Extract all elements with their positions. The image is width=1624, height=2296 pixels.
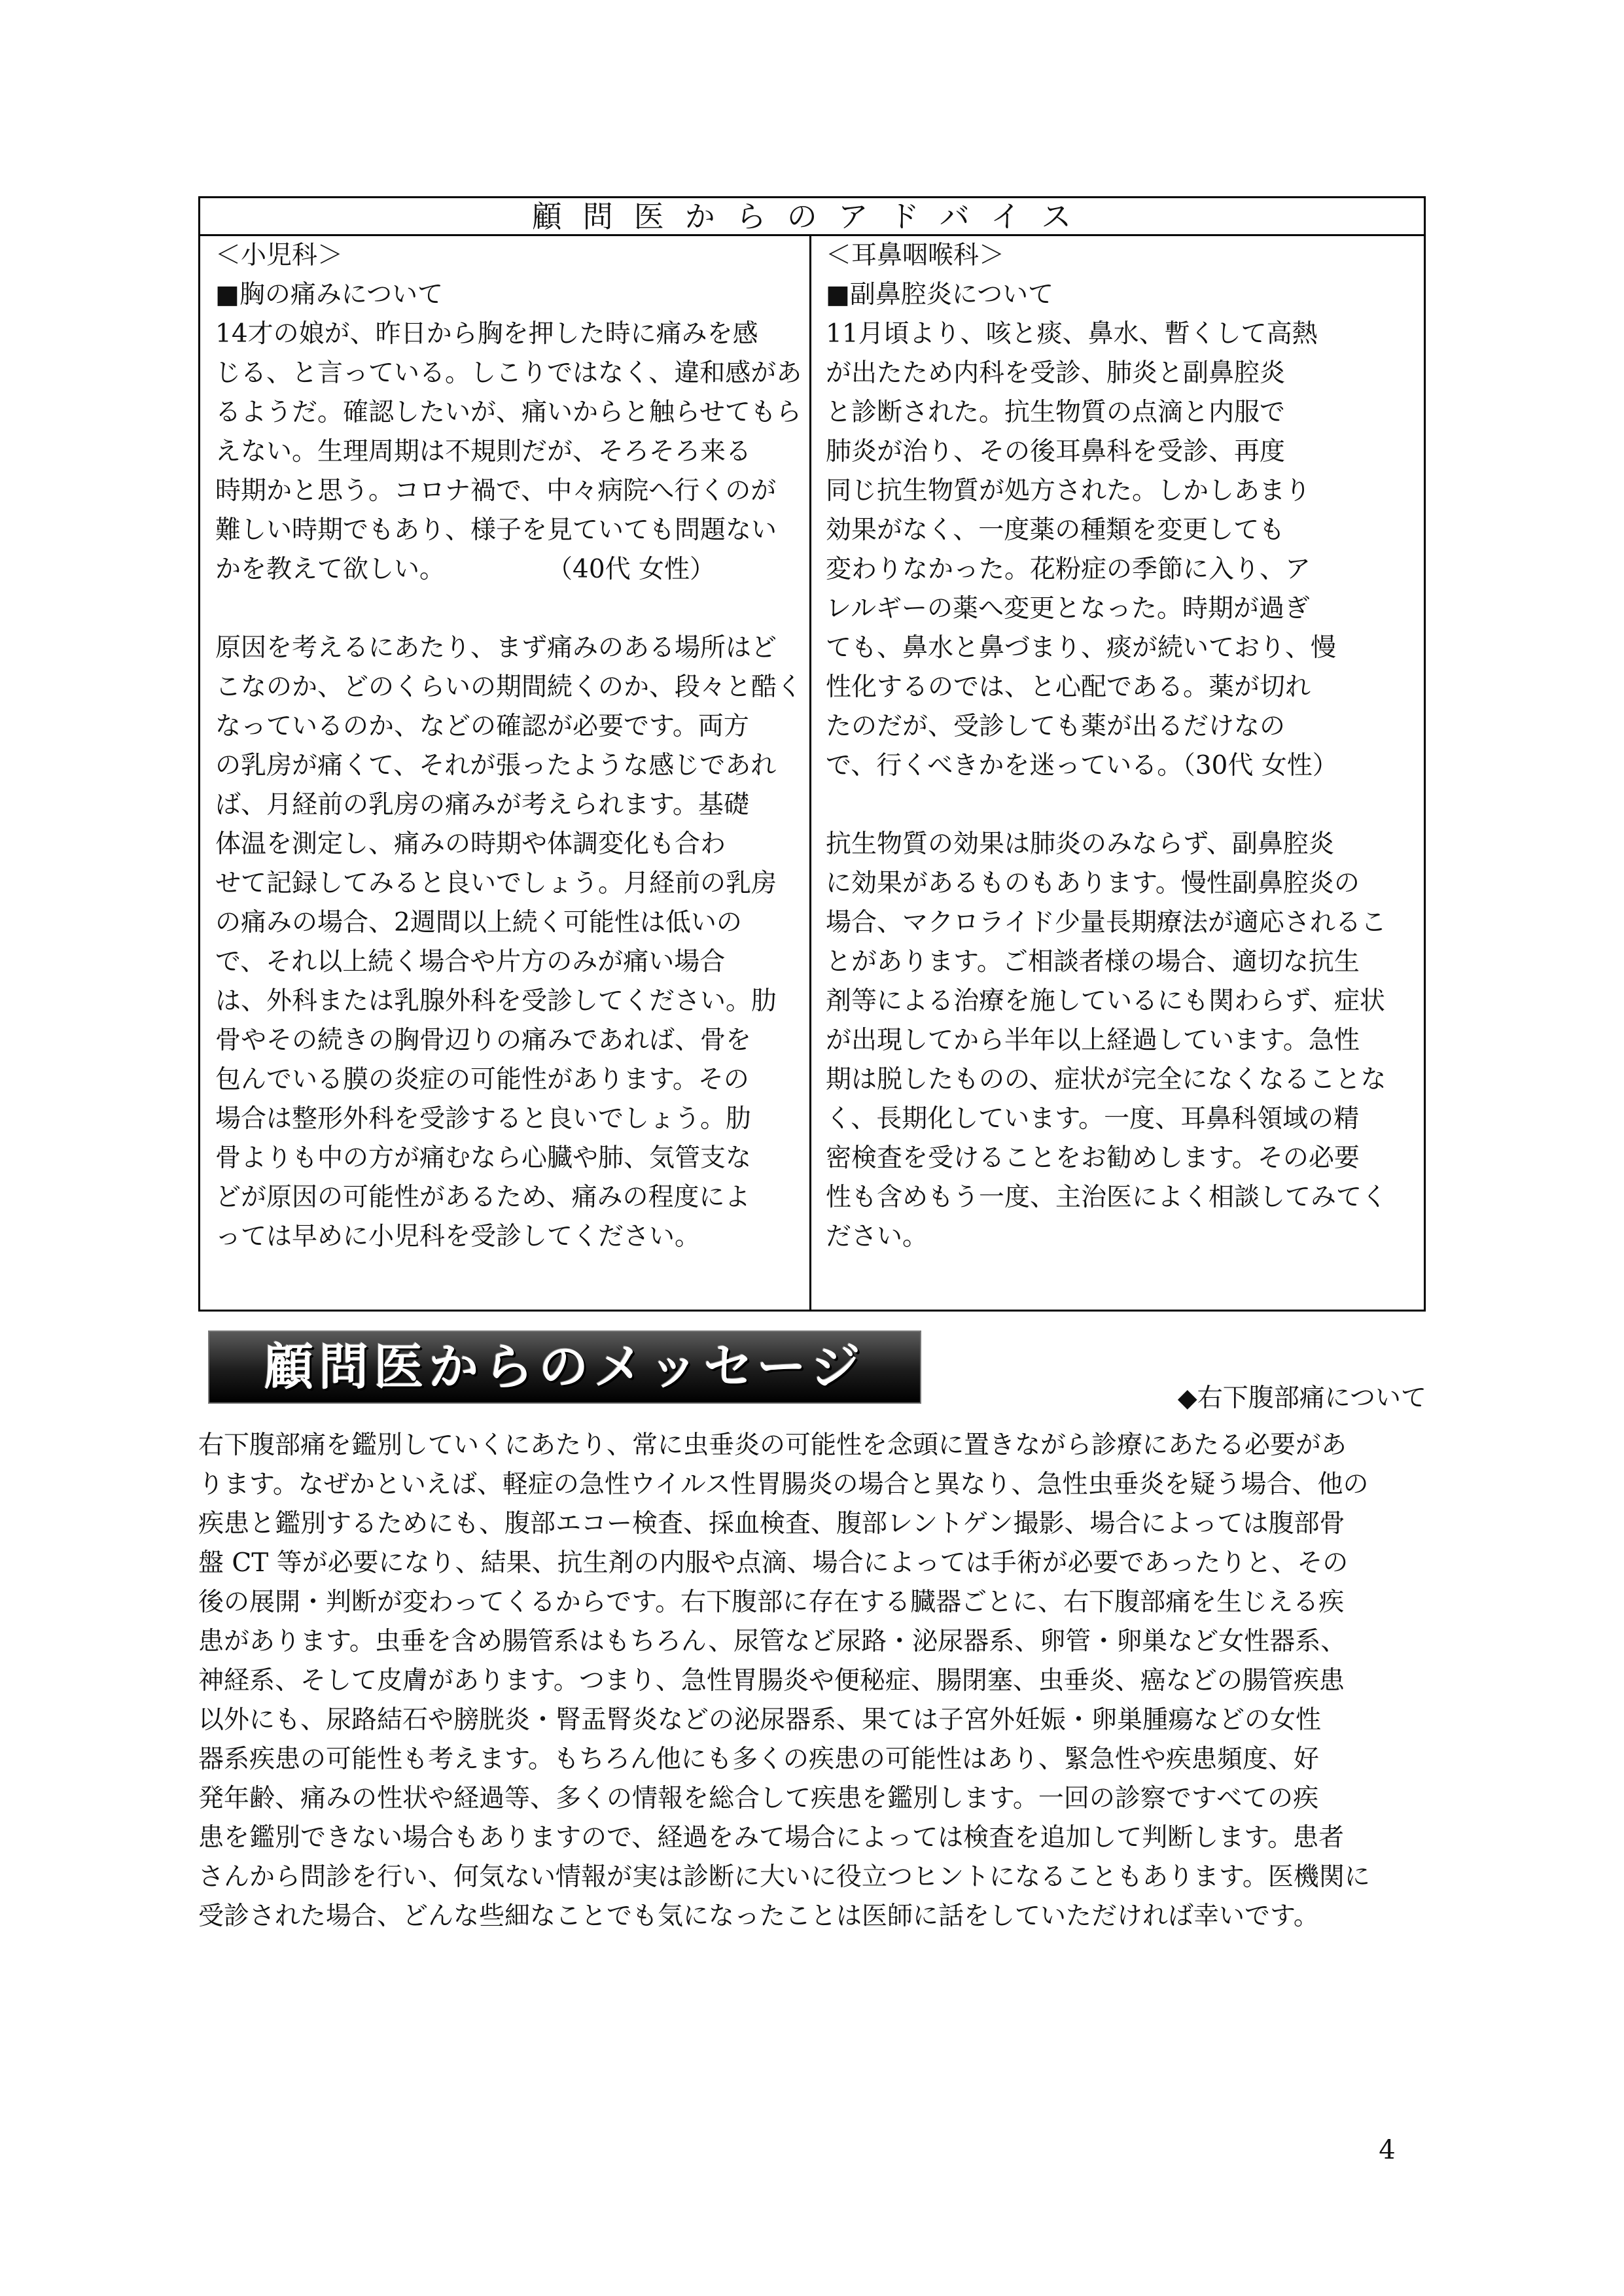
text-line: 同じ抗生物質が処方された。しかしあまり [826, 476, 1311, 506]
column-divider [809, 236, 811, 1310]
text-line: 体温を測定し、痛みの時期や体調変化も合わ [215, 829, 726, 859]
text-line: 場合は整形外科を受診すると良いでしょう。肋 [215, 1104, 752, 1134]
text-line: なっているのか、などの確認が必要です。両方 [215, 712, 749, 741]
text-line: は、外科または乳腺外科を受診してください。肋 [215, 986, 777, 1016]
text-line: 右下腹部痛を鑑別していくにあたり、常に虫垂炎の可能性を念頭に置きながら診療にあたる必要があ [198, 1431, 1347, 1460]
text-line: じる、と言っている。しこりではなく、違和感があ [215, 358, 802, 388]
text-line: 原因を考えるにあたり、まず痛みのある場所はど [215, 633, 777, 663]
question-text [215, 315, 802, 589]
department-label: ＜小児科＞ [215, 241, 344, 270]
message-body [198, 1426, 1428, 1936]
text-line: たのだが、受診しても薬が出るだけなの [826, 712, 1286, 741]
advice-table-header: 顧問医からのアドバイス [200, 198, 1424, 236]
question-text [826, 315, 1415, 786]
text-line: が出現してから半年以上経過しています。急性 [826, 1026, 1360, 1055]
text-line: 期は脱したものの、症状が完全になくなることな [826, 1065, 1386, 1094]
text-line: の乳房が痛くて、それが張ったような感じであれ [215, 751, 777, 780]
text-line: く、長期化しています。一度、耳鼻科領域の精 [826, 1104, 1360, 1134]
text-line: 盤 CT 等が必要になり、結果、抗生剤の内服や点滴、場合によっては手術が必要であったりと、その [198, 1548, 1349, 1578]
text-line: るようだ。確認したいが、痛いからと触らせてもら [215, 398, 802, 427]
text-line: ても、鼻水と鼻づまり、痰が続いており、慢 [826, 633, 1337, 663]
message-topic: ◆右下腹部痛について [1177, 1383, 1426, 1413]
text-line: 場合、マクロライド少量長期療法が適応されるこ [826, 908, 1386, 937]
text-line: が出たため内科を受診、肺炎と副鼻腔炎 [826, 358, 1286, 388]
text-line: 神経系、そして皮膚があります。つまり、急性胃腸炎や便秘症、腸閉塞、虫垂炎、癌などの腸管疾患 [198, 1666, 1345, 1696]
text-line: こなのか、どのくらいの期間続くのか、段々と酷く [215, 672, 803, 702]
text-line: 性も含めもう一度、主治医によく相談してみてく [826, 1183, 1388, 1212]
text-line: 抗生物質の効果は肺炎のみならず、副鼻腔炎 [826, 829, 1334, 859]
department-label: ＜耳鼻咽喉科＞ [826, 241, 1005, 270]
otolaryngology-column [826, 236, 1415, 1257]
text-line: かを教えて欲しい。 （40代 女性） [215, 555, 716, 584]
text-line: 後の展開・判断が変わってくるからです。右下腹部に存在する臓器ごとに、右下腹部痛を生じえる疾 [198, 1588, 1345, 1617]
text-line: 11月頃より、咳と痰、鼻水、暫くして高熱 [826, 319, 1318, 349]
text-line: とがあります。ご相談者様の場合、適切な抗生 [826, 947, 1360, 977]
text-line: どが原因の可能性があるため、痛みの程度によ [215, 1183, 750, 1212]
text-line: 患を鑑別できない場合もありますので、経過をみて場合によっては検査を追加して判断します。患者 [198, 1823, 1345, 1852]
text-line: 剤等による治療を施しているにも関わらず、症状 [826, 986, 1385, 1016]
text-line: ば、月経前の乳房の痛みが考えられます。基礎 [215, 790, 749, 820]
answer-text [826, 825, 1415, 1257]
text-line: と診断された。抗生物質の点滴と内服で [826, 398, 1286, 427]
text-line: 性化するのでは、と心配である。薬が切れ [826, 672, 1311, 702]
text-line: せて記録してみると良いでしょう。月経前の乳房 [215, 869, 777, 898]
text-line: 難しい時期でもあり、様子を見ていても問題ない [215, 515, 777, 545]
text-line: えない。生理周期は不規則だが、そろそろ来る [215, 437, 752, 466]
text-line: 受診された場合、どんな些細なことでも気になったことは医師に話をしていただければ幸いです。 [198, 1902, 1319, 1931]
text-line: 時期かと思う。コロナ禍で、中々病院へ行くのが [215, 476, 777, 506]
text-line: 効果がなく、一度薬の種類を変更しても [826, 515, 1285, 545]
text-line: レルギーの薬へ変更となった。時期が過ぎ [826, 594, 1311, 623]
question-title: ■胸の痛みについて [215, 280, 444, 309]
text-line: ださい。 [826, 1222, 928, 1251]
advice-table [198, 196, 1426, 1312]
text-line: の痛みの場合、2週間以上続く可能性は低いの [215, 908, 742, 937]
text-line: 発年齢、痛みの性状や経過等、多くの情報を総合して疾患を鑑別します。一回の診察ですべての疾 [198, 1784, 1319, 1813]
pediatrics-column [215, 236, 803, 1257]
text-line: ります。なぜかといえば、軽症の急性ウイルス性胃腸炎の場合と異なり、急性虫垂炎を疑う場合、他の [198, 1470, 1369, 1499]
text-line: で、行くべきかを迷っている。（30代 女性） [826, 751, 1338, 780]
text-line: 密検査を受けることをお勧めします。その必要 [826, 1143, 1360, 1173]
text-line: 骨よりも中の方が痛むなら心臓や肺、気管支な [215, 1143, 752, 1173]
answer-text [215, 629, 803, 1257]
text-line: 疾患と鑑別するためにも、腹部エコー検査、採血検査、腹部レントゲン撮影、場合によっては腹部骨 [198, 1509, 1345, 1539]
text-line: で、それ以上続く場合や片方のみが痛い場合 [215, 947, 726, 977]
text-line: 骨やその続きの胸骨辺りの痛みであれば、骨を [215, 1026, 752, 1055]
message-banner: 顧問医からのメッセージ [208, 1331, 921, 1404]
text-line: さんから問診を行い、何気ない情報が実は診断に大いに役立つヒントになることもあります。医機関に [198, 1862, 1370, 1892]
text-line: 器系疾患の可能性も考えます。もちろん他にも多くの疾患の可能性はあり、緊急性や疾患頻度、好 [198, 1745, 1319, 1774]
text-line: 包んでいる膜の炎症の可能性があります。その [215, 1065, 749, 1094]
text-line: 14才の娘が、昨日から胸を押した時に痛みを感 [215, 319, 758, 349]
question-title: ■副鼻腔炎について [826, 280, 1054, 309]
text-line: 以外にも、尿路結石や膀胱炎・腎盂腎炎などの泌尿器系、果ては子宮外妊娠・卵巣腫瘍などの女性 [198, 1705, 1322, 1735]
page-number: 4 [1379, 2135, 1396, 2165]
text-line: 変わりなかった。花粉症の季節に入り、ア [826, 555, 1311, 584]
text-line: 患があります。虫垂を含め腸管系はもちろん、尿管など尿路・泌尿器系、卵管・卵巣など女性器系、 [198, 1627, 1347, 1656]
text-line: に効果があるものもあります。慢性副鼻腔炎の [826, 869, 1360, 898]
text-line: っては早めに小児科を受診してください。 [215, 1222, 701, 1251]
text-line: 肺炎が治り、その後耳鼻科を受診、再度 [826, 437, 1286, 466]
